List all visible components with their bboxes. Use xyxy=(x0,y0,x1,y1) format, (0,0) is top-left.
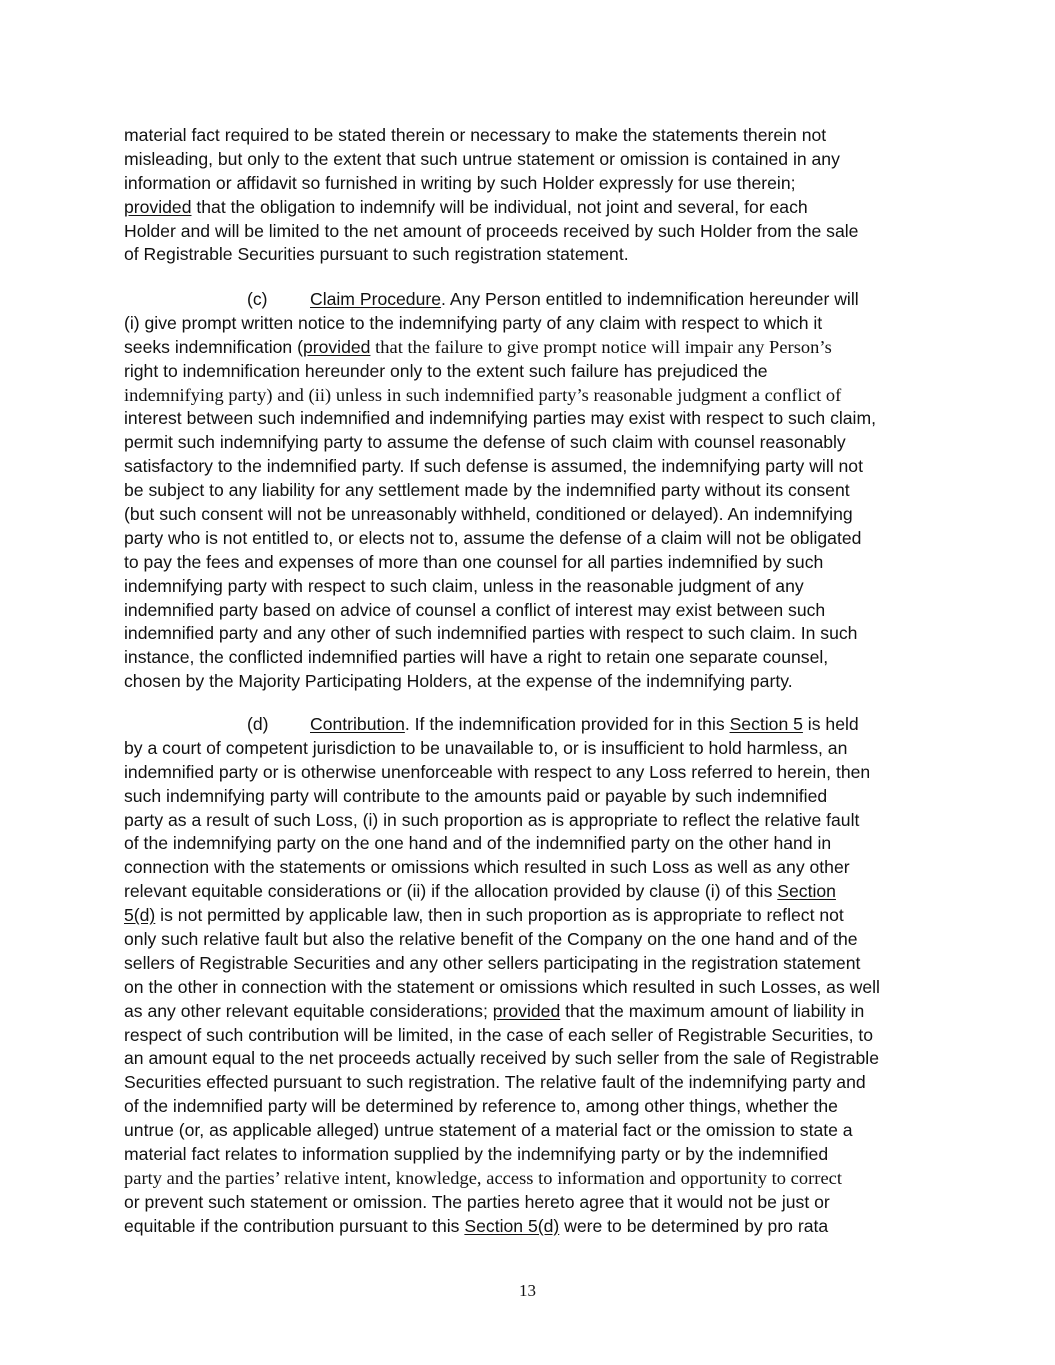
text-line xyxy=(124,243,936,267)
text-run: untrue (or, as applicable alleged) untrue statement of a material fact or the omission to state a xyxy=(124,1120,853,1141)
text-line xyxy=(124,196,936,220)
paragraph-indemnity-continuation xyxy=(124,124,936,267)
text-line xyxy=(124,1191,936,1215)
text-run: of the indemnifying party on the one hand and of the indemnified party on the other hand in xyxy=(124,833,832,854)
text-line xyxy=(124,1119,936,1143)
text-line xyxy=(124,646,936,670)
text-run: chosen by the Majority Participating Holders, at the expense of the indemnifying party. xyxy=(124,671,793,692)
text-run: only such relative fault but also the relative benefit of the Company on the one hand and of the xyxy=(124,929,858,950)
text-line xyxy=(124,928,936,952)
text-run: permit such indemnifying party to assume the defense of such claim with counsel reasonably xyxy=(124,432,846,453)
text-line xyxy=(124,312,936,336)
text-run: indemnified party based on advice of counsel a conflict of interest may exist between such xyxy=(124,599,826,620)
text-line xyxy=(124,148,936,172)
text-line xyxy=(124,856,936,880)
text-run: . If the indemnification provided for in this xyxy=(404,714,730,734)
underlined-term: Section 5 xyxy=(729,714,803,734)
text-run: Holder and will be limited to the net amount of proceeds received by such Holder from the sale xyxy=(124,220,859,241)
text-run: equitable if the contribution pursuant to this xyxy=(124,1215,465,1236)
text-run: be subject to any liability for any settlement made by the indemnified party without its consent xyxy=(124,480,850,501)
text-run: instance, the conflicted indemnified parties will have a right to retain one separate counsel, xyxy=(124,647,829,668)
text-run: is not permitted by applicable law, then in such proportion as is appropriate to reflect not xyxy=(155,905,844,926)
text-run: . Any Person entitled to indemnification hereunder will xyxy=(441,289,859,309)
paragraph-contribution xyxy=(124,713,936,1239)
underlined-term: Contribution xyxy=(310,714,405,734)
text-run: such indemnifying party will contribute to the amounts paid or payable by such indemnified xyxy=(124,785,828,806)
text-run: relevant equitable considerations or (ii) if the allocation provided by clause (i) of this xyxy=(124,881,778,902)
text-line xyxy=(124,904,936,928)
text-line xyxy=(124,172,936,196)
text-run: sellers of Registrable Securities and any other sellers participating in the registration statement xyxy=(124,952,861,973)
text-line xyxy=(124,575,936,599)
text-line xyxy=(124,809,936,833)
underlined-term: Section 5(d) xyxy=(464,1215,560,1236)
text-line xyxy=(124,1024,936,1048)
text-line xyxy=(124,479,936,503)
underlined-term: 5(d) xyxy=(124,905,156,926)
text-line xyxy=(124,1047,936,1071)
text-line xyxy=(124,1167,936,1191)
text-run: to pay the fees and expenses of more than one counsel for all parties indemnified by such xyxy=(124,551,824,572)
text-run: that the obligation to indemnify will be individual, not joint and several, for each xyxy=(191,196,808,217)
text-run: as any other relevant equitable considerations; xyxy=(124,1000,493,1021)
text-line xyxy=(124,880,936,904)
section-label: (c) xyxy=(247,289,268,309)
text-run: indemnified party or is otherwise unenforceable with respect to any Loss referred to herein, then xyxy=(124,761,871,782)
text-run: indemnified party and any other of such indemnified parties with respect to such claim. In such xyxy=(124,623,858,644)
text-run: material fact relates to information supplied by the indemnifying party or by the indemnified xyxy=(124,1144,829,1165)
text-line xyxy=(124,737,936,761)
text-run: party who is not entitled to, or elects not to, assume the defense of a claim will not be obligated xyxy=(124,527,862,548)
section-label: (d) xyxy=(247,714,269,734)
text-line xyxy=(124,288,936,312)
text-line xyxy=(124,384,936,408)
text-line xyxy=(124,360,936,384)
text-line xyxy=(124,976,936,1000)
text-line xyxy=(124,336,936,360)
text-line xyxy=(124,670,936,694)
underlined-term: Claim Procedure xyxy=(310,289,442,309)
text-run: connection with the statements or omissions which resulted in such Loss as well as any other xyxy=(124,857,850,878)
text-run: that the failure to give prompt notice will impair any Person’s xyxy=(370,336,832,357)
text-run: or prevent such statement or omission. The parties hereto agree that it would not be just or xyxy=(124,1191,830,1212)
text-run: on the other in connection with the statement or omissions which resulted in such Losses, as well xyxy=(124,976,880,997)
text-line xyxy=(124,832,936,856)
text-line xyxy=(124,527,936,551)
text-run: indemnifying party) and (ii) unless in such indemnified party’s reasonable judgment a conflict of xyxy=(124,384,842,405)
text-line xyxy=(124,503,936,527)
text-line xyxy=(124,1215,936,1239)
text-line xyxy=(124,952,936,976)
paragraph-claim-procedure xyxy=(124,288,936,694)
text-run: (but such consent will not be unreasonably withheld, conditioned or delayed). An indemnifying xyxy=(124,504,853,525)
text-run: information or affidavit so furnished in writing by such Holder expressly for use therein; xyxy=(124,172,796,193)
text-run: misleading, but only to the extent that such untrue statement or omission is contained in any xyxy=(124,148,840,169)
text-run: right to indemnification hereunder only to the extent such failure has prejudiced the xyxy=(124,360,768,381)
underlined-term: provided xyxy=(124,196,192,217)
text-run: indemnifying party with respect to such claim, unless in the reasonable judgment of any xyxy=(124,575,804,596)
underlined-term: provided xyxy=(302,336,371,357)
text-run: that the maximum amount of liability in xyxy=(560,1000,865,1021)
text-line xyxy=(124,713,936,737)
text-run: Securities effected pursuant to such registration. The relative fault of the indemnifying party and xyxy=(124,1072,866,1093)
text-line xyxy=(124,124,936,148)
text-line xyxy=(124,599,936,623)
text-run: material fact required to be stated therein or necessary to make the statements therein not xyxy=(124,125,827,145)
page-number: 13 xyxy=(519,1281,536,1300)
text-run: seeks indemnification ( xyxy=(124,336,303,357)
text-line xyxy=(124,1000,936,1024)
text-line xyxy=(124,785,936,809)
text-run: satisfactory to the indemnified party. If such defense is assumed, the indemnifying party will not xyxy=(124,456,863,477)
text-line xyxy=(124,1143,936,1167)
text-run: were to be determined by pro rata xyxy=(559,1215,829,1236)
text-run: interest between such indemnified and indemnifying parties may exist with respect to such claim, xyxy=(124,408,877,429)
text-line xyxy=(124,551,936,575)
text-line xyxy=(124,1095,936,1119)
text-line xyxy=(124,455,936,479)
underlined-term: provided xyxy=(492,1000,561,1021)
text-run: of Registrable Securities pursuant to such registration statement. xyxy=(124,244,629,265)
text-run: (i) give prompt written notice to the indemnifying party of any claim with respect to which it xyxy=(124,312,823,333)
text-run: of the indemnified party will be determined by reference to, among other things, whether the xyxy=(124,1096,838,1117)
text-line xyxy=(124,761,936,785)
text-run: party and the parties’ relative intent, knowledge, access to information and opportunity to correct xyxy=(124,1167,843,1188)
text-line xyxy=(124,431,936,455)
text-line xyxy=(124,622,936,646)
underlined-term: Section xyxy=(777,881,836,902)
text-line xyxy=(124,1071,936,1095)
text-run: by a court of competent jurisdiction to be unavailable to, or is insufficient to hold harmless, an xyxy=(124,737,848,758)
text-run: is held xyxy=(802,714,859,734)
text-line xyxy=(124,220,936,244)
text-run: respect of such contribution will be limited, in the case of each seller of Registrable Securities, to xyxy=(124,1024,874,1045)
text-run: an amount equal to the net proceeds actually received by such seller from the sale of Registrable xyxy=(124,1048,880,1069)
text-line xyxy=(124,407,936,431)
text-run: party as a result of such Loss, (i) in such proportion as is appropriate to reflect the relative fault xyxy=(124,809,860,830)
